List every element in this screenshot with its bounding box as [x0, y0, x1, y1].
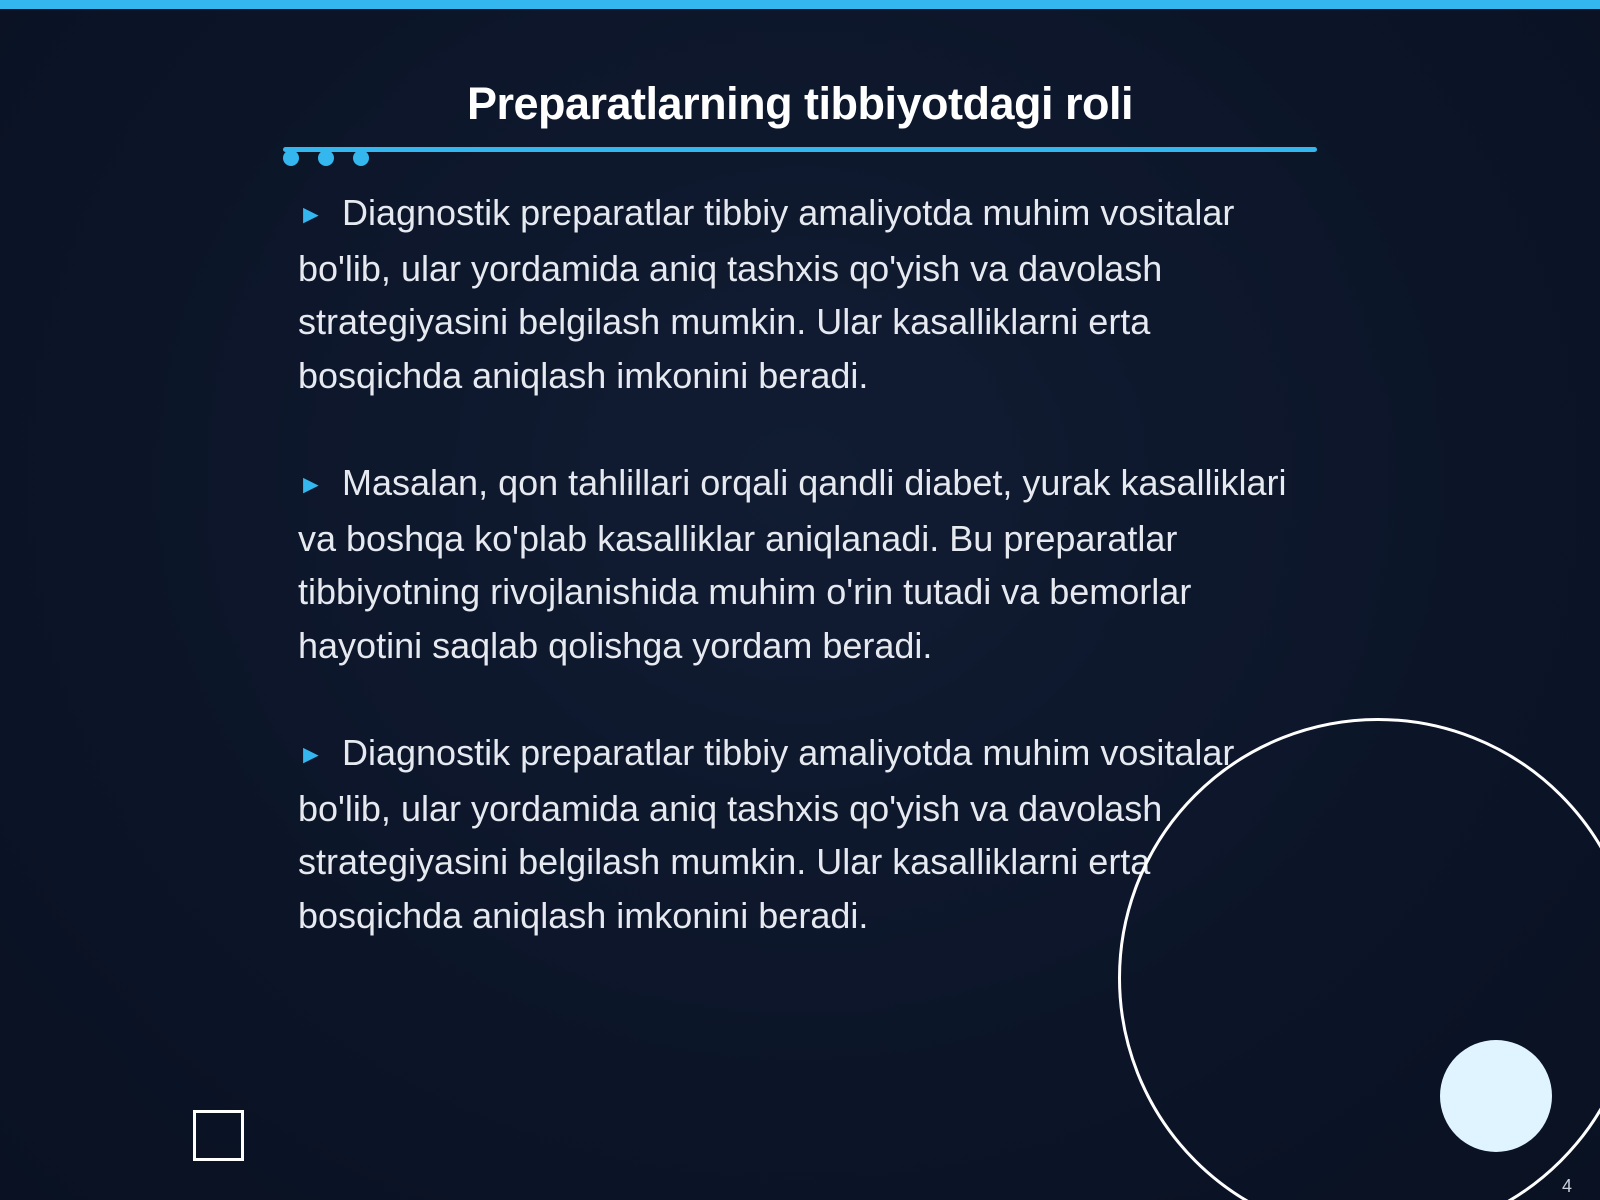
decorative-dot — [283, 150, 299, 166]
decorative-dot — [353, 150, 369, 166]
decorative-square — [193, 1110, 244, 1161]
bullet-item — [298, 186, 1298, 402]
decorative-dot — [318, 150, 334, 166]
triangle-bullet-icon: ► — [298, 469, 324, 499]
triangle-bullet-icon: ► — [298, 199, 324, 229]
bullet-text: Masalan, qon tahlillari orqali qandli diabet, yurak kasalliklari va boshqa ko'plab kasalliklar aniqlanadi. Bu preparatlar tibbiyotning rivojlanishida muhim o'rin tutadi va bemorlar hayotini saqlab qolishga yordam beradi. — [298, 462, 1287, 666]
triangle-bullet-icon: ► — [298, 739, 324, 769]
slide-title: Preparatlarning tibbiyotdagi roli — [466, 78, 1134, 129]
title-underline — [283, 147, 1317, 152]
bullet-text: Diagnostik preparatlar tibbiy amaliyotda muhim vositalar bo'lib, ular yordamida aniq tashxis qo'yish va davolash strategiyasini belgilash mumkin. Ular kasalliklarni erta bosqichda aniqlash imkonini beradi. — [298, 192, 1235, 396]
bullet-text: Diagnostik preparatlar tibbiy amaliyotda muhim vositalar bo'lib, ular yordamida aniq tashxis qo'yish va davolash strategiyasini belgilash mumkin. Ular kasalliklarni erta bosqichda aniqlash imkonini beradi. — [298, 732, 1235, 936]
top-accent-bar — [0, 0, 1600, 9]
bullet-item — [298, 456, 1298, 672]
page-number: 4 — [1561, 1176, 1572, 1196]
decorative-circle — [1440, 1040, 1552, 1152]
